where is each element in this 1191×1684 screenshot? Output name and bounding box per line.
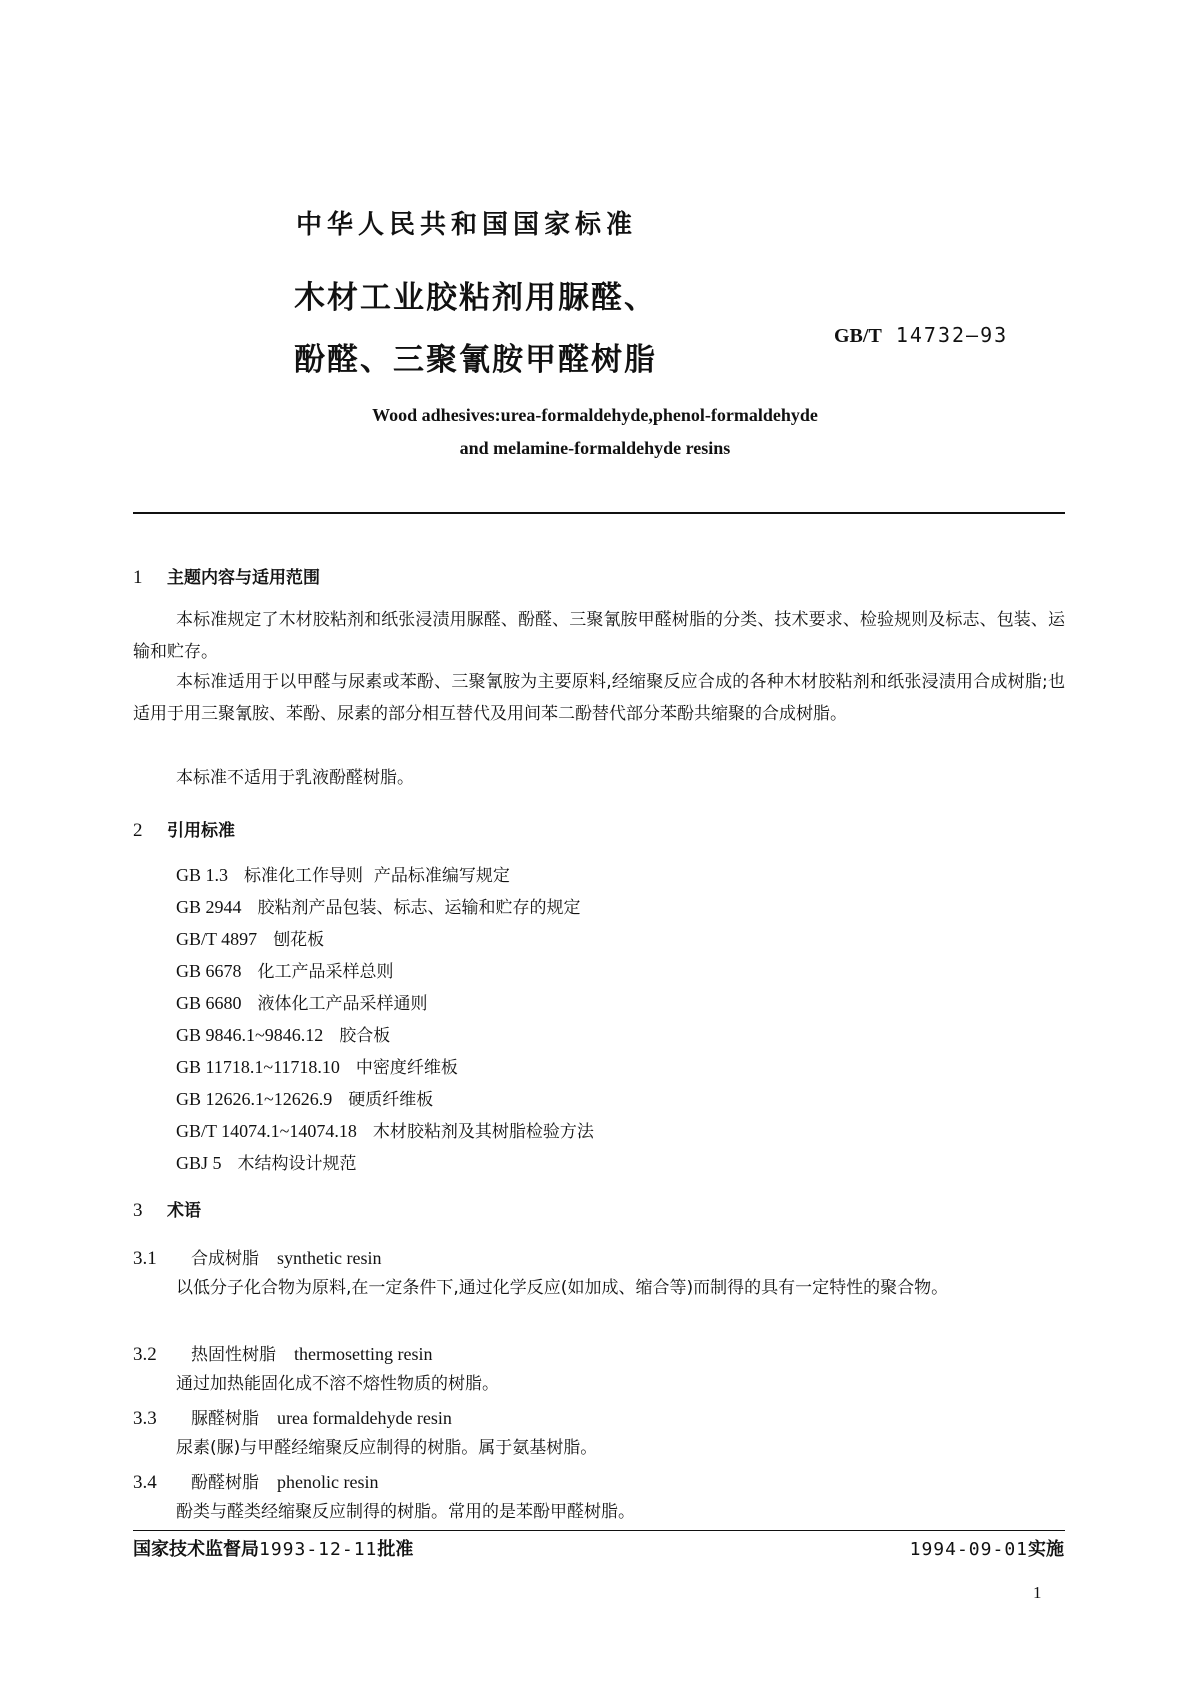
reference-code: GB/T 14074.1~14074.18 (176, 1121, 357, 1141)
term-cn: 酚醛树脂 (191, 1473, 259, 1493)
section-1-paragraph: 本标准不适用于乳液酚醛树脂。 (176, 768, 414, 788)
reference-code: GBJ 5 (176, 1153, 222, 1173)
term-number: 3.3 (133, 1408, 157, 1429)
reference-title: 液体化工产品采样通则 (257, 994, 428, 1014)
section-1-heading (133, 563, 320, 589)
section-2-number: 2 (133, 820, 143, 841)
standard-prefix: GB/T (834, 325, 882, 347)
section-1-title: 主题内容与适用范围 (167, 568, 320, 588)
standard-code: 14732—93 (895, 323, 1009, 347)
term-entry (133, 1244, 381, 1270)
section-3-title: 术语 (167, 1201, 201, 1221)
standard-number (834, 323, 1008, 348)
standard-title-en-line2: and melamine-formaldehyde resins (459, 438, 731, 458)
section-1-paragraph: 本标准适用于以甲醛与尿素或苯酚、三聚氰胺为主要原料,经缩聚反应合成的各种木材胶粘剂和纸张浸渍用合成树脂;也适用于用三聚氰胺、苯酚、尿素的部分相互替代及用间苯二酚替代部分苯酚共缩聚的合成树脂。 (133, 672, 1065, 724)
approver: 国家技术监督局 (133, 1539, 259, 1560)
term-cn: 脲醛树脂 (191, 1409, 259, 1429)
page-number: 1 (1033, 1583, 1042, 1602)
reference-item (176, 989, 428, 1014)
reference-item (176, 925, 324, 950)
reference-item (176, 893, 581, 918)
approve-date: 1993-12-11 (259, 1539, 378, 1560)
section-2-heading (133, 816, 235, 842)
term-definition: 尿素(脲)与甲醛经缩聚反应制得的树脂。属于氨基树脂。 (176, 1438, 598, 1458)
approve-label: 批准 (377, 1539, 414, 1560)
standard-title-en-line1: Wood adhesives:urea-formaldehyde,phenol-formaldehyde (372, 405, 818, 425)
reference-title: 硬质纤维板 (348, 1090, 434, 1110)
reference-code: GB 11718.1~11718.10 (176, 1057, 340, 1077)
reference-item (176, 861, 510, 886)
term-number: 3.1 (133, 1248, 157, 1269)
term-en: synthetic resin (277, 1248, 382, 1268)
reference-title: 刨花板 (273, 930, 325, 950)
term-definition: 以低分子化合物为原料,在一定条件下,通过化学反应(如加成、缩合等)而制得的具有一定特性的聚合物。 (176, 1278, 949, 1298)
reference-title: 化工产品采样总则 (257, 962, 394, 982)
reference-code: GB 1.3 (176, 865, 229, 885)
reference-code: GB 2944 (176, 897, 242, 917)
term-en: thermosetting resin (294, 1344, 433, 1364)
reference-code: GB 6678 (176, 961, 242, 981)
header-divider (133, 512, 1065, 514)
section-3-number: 3 (133, 1200, 143, 1221)
reference-item (176, 1085, 433, 1110)
reference-code: GB/T 4897 (176, 929, 258, 949)
term-en: phenolic resin (277, 1472, 379, 1492)
term-entry (133, 1340, 432, 1366)
term-number: 3.2 (133, 1344, 157, 1365)
term-en: urea formaldehyde resin (277, 1408, 452, 1428)
term-cn: 热固性树脂 (191, 1345, 276, 1365)
section-1-number: 1 (133, 567, 143, 588)
term-cn: 合成树脂 (191, 1249, 259, 1269)
reference-item (176, 1021, 390, 1046)
section-3-heading (133, 1196, 201, 1222)
country-standard-title: 中华人民共和国国家标准 (296, 210, 638, 240)
reference-title: 胶粘剂产品包装、标志、运输和贮存的规定 (257, 898, 581, 918)
approval-line (133, 1535, 413, 1561)
section-2-title: 引用标准 (167, 821, 235, 841)
reference-title: 标准化工作导则 产品标准编写规定 (244, 866, 510, 886)
reference-item (176, 1117, 594, 1142)
footer-divider (133, 1530, 1065, 1531)
standard-title-cn-line1: 木材工业胶粘剂用脲醛、 (294, 280, 657, 316)
term-entry (133, 1404, 452, 1430)
reference-code: GB 12626.1~12626.9 (176, 1089, 333, 1109)
reference-title: 木材胶粘剂及其树脂检验方法 (372, 1122, 594, 1142)
term-definition: 通过加热能固化成不溶不熔性物质的树脂。 (176, 1374, 499, 1394)
term-number: 3.4 (133, 1472, 157, 1493)
effective-date: 1994-09-01 (909, 1539, 1028, 1560)
reference-item (176, 1053, 458, 1078)
standard-title-cn-line2: 酚醛、三聚氰胺甲醛树脂 (294, 342, 657, 378)
term-definition: 酚类与醛类经缩聚反应制得的树脂。常用的是苯酚甲醛树脂。 (176, 1502, 635, 1522)
reference-title: 胶合板 (339, 1026, 391, 1046)
reference-item (176, 957, 394, 982)
reference-code: GB 6680 (176, 993, 242, 1013)
reference-title: 中密度纤维板 (355, 1058, 458, 1078)
section-1-paragraph: 本标准规定了木材胶粘剂和纸张浸渍用脲醛、酚醛、三聚氰胺甲醛树脂的分类、技术要求、检验规则及标志、包装、运输和贮存。 (133, 610, 1065, 662)
reference-title: 木结构设计规范 (237, 1154, 357, 1174)
term-entry (133, 1468, 378, 1494)
effective-label: 实施 (1028, 1539, 1064, 1560)
effective-line (910, 1535, 1064, 1561)
reference-code: GB 9846.1~9846.12 (176, 1025, 324, 1045)
reference-item (176, 1149, 357, 1174)
